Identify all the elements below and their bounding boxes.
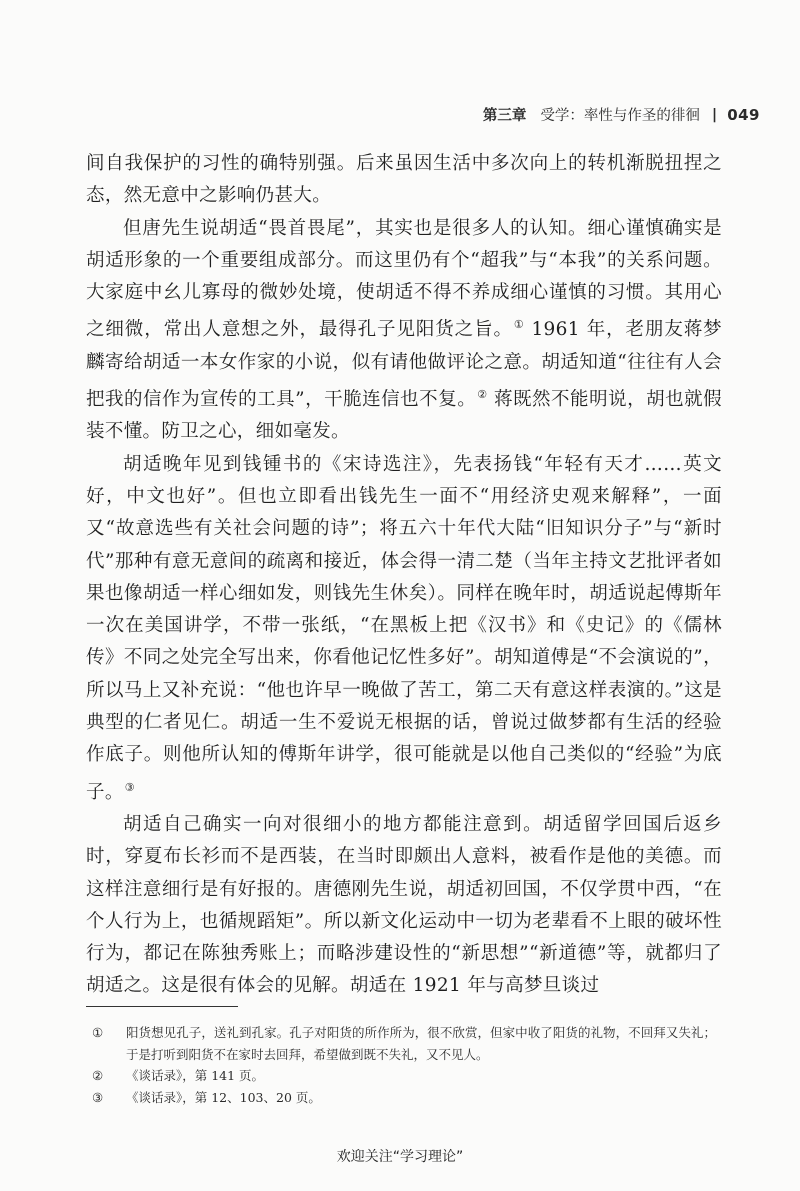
footnote-reference: ③: [124, 780, 135, 794]
header-separator: |: [711, 106, 718, 123]
footnote-reference: ①: [513, 318, 525, 332]
paragraph-text: 蒋既然不能明说，胡也就假装不懂。防卫之心，细如毫发。: [86, 389, 722, 443]
footnotes: [86, 1022, 716, 1108]
chapter-label: 第三章: [482, 108, 527, 124]
footnote-item: [86, 1065, 716, 1087]
paragraph: [86, 148, 722, 213]
footnote-reference: ②: [477, 388, 488, 402]
footnote-text: 《谈话录》，第 141 页。: [126, 1068, 265, 1083]
paragraph-text: 1961 年，老朋友蒋梦麟寄给胡适一本女作家的小说，似有请他做评论之意。胡适知道“往往有人会把我的信作为宣传的工具”，干脆连信也不复。: [86, 319, 722, 411]
footnote-item: [86, 1087, 716, 1109]
footnote-mark: ②: [92, 1068, 104, 1083]
paragraph: [86, 213, 722, 449]
paragraph-text: 间自我保护的习性的确特别强。后来虽因生活中多次向上的转机渐脱扭捏之态，然无意中之影响仍甚大。: [86, 153, 722, 207]
footnote-mark: ③: [92, 1089, 104, 1105]
footnote-mark: ①: [92, 1025, 104, 1040]
paragraph: [86, 449, 722, 809]
paragraph-text: 胡适晚年见到钱锺书的《宋诗选注》，先表扬钱“年轻有天才……英文好，中文也好”。但也立即看出钱先生一面不“用经济史观来解释”，一面又“故意选些有关社会问题的诗”；将五六十年代大陆“旧知识分子”与“新时代”那种有意无意间的疏离和接近，体会得一清二楚（当年主持文艺批评者如果也像胡适一样心细如发，则钱先生休矣）。同样在晚年时，胡适说起傅斯年一次在美国讲学，不带一张纸，“在黑板上把《汉书》和《史记》的《儒林传》不同之处完全写出来，你看他记忆性多好”。胡知道傅是“不会演说的”，所以马上又补充说：“他也许早一晚做了苦工，第二天有意这样表演的。”这是典型的仁者见仁。胡适一生不爱说无根据的话，曾说过做梦都有生活的经验作底子。则他所认知的傅斯年讲学，很可能就是以他自己类似的“经验”为底子。: [86, 453, 722, 803]
footnote-divider: [86, 1006, 238, 1007]
paragraph-text: 胡适自己确实一向对很细小的地方都能注意到。胡适留学回国后返乡时，穿夏布长衫而不是西装，在当时即颇出人意料，被看作是他的美德。而这样注意细行是有好报的。唐德刚先生说，胡适初回国，不仅学贯中西，“在个人行为上，也循规蹈矩”。所以新文化运动中一切为老辈看不上眼的破坏性行为，都记在陈独秀账上；而略涉建设性的“新思想”“新道德”等，就都归了胡适之。这是很有体会的见解。胡适在 1921 年与高梦旦谈过: [86, 813, 722, 997]
footnote-text: 《谈话录》，第 12、103、20 页。: [126, 1089, 321, 1105]
paragraph: [86, 809, 722, 1003]
running-header: [483, 104, 760, 125]
body-text: [86, 148, 722, 1003]
footnote-text: 阳货想见孔子，送礼到孔家。孔子对阳货的所作所为，很不欣赏，但家中收了阳货的礼物，不回拜又失礼；于是打听到阳货不在家时去回拜，希望做到既不失礼，又不见人。: [126, 1025, 716, 1062]
page-number: 049: [727, 105, 760, 124]
chapter-title: 受学：率性与作圣的徘徊: [540, 108, 700, 124]
paragraph-text: 但唐先生说胡适“畏首畏尾”，其实也是很多人的认知。细心谨慎确实是胡适形象的一个重要组成部分。而这里仍有个“超我”与“本我”的关系问题。大家庭中幺儿寡母的微妙处境，使胡适不得不养成细心谨慎的习惯。其用心之细微，常出人意想之外，最得孔子见阳货之旨。: [86, 217, 722, 341]
footnote-item: [86, 1022, 716, 1065]
page-footer: 欢迎关注“学习理论”: [336, 1149, 464, 1165]
